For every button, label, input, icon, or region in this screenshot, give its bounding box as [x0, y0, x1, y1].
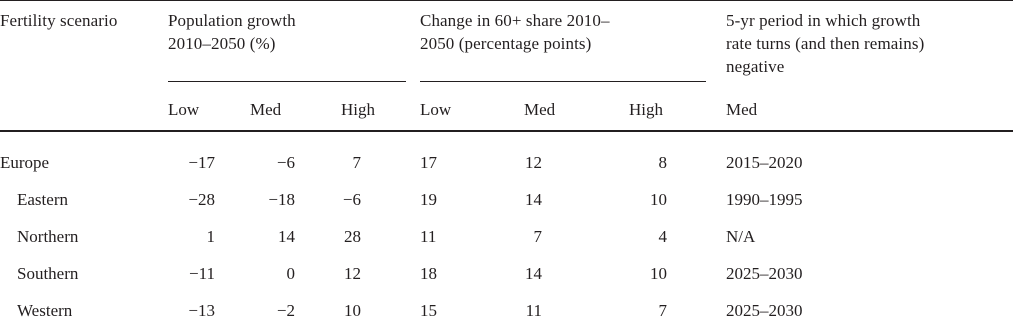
cell-period: 2015–2020: [726, 153, 803, 172]
cell-pop-high: −6: [342, 190, 361, 209]
cell-pop-low: −11: [189, 264, 215, 283]
cell-pop-high: 7: [352, 153, 361, 172]
header-period-line2: rate turns (and then remains): [726, 34, 925, 53]
header-change-60-line1: Change in 60+ share 2010–: [420, 11, 610, 30]
cell-pop-low: 1: [206, 227, 215, 246]
cell-change-high: 10: [650, 264, 667, 283]
subheader-change-med: Med: [524, 100, 556, 119]
cell-pop-med: −2: [276, 301, 295, 320]
cell-pop-high: 10: [344, 301, 361, 320]
change-60-rule: [420, 81, 706, 82]
header-pop-growth-line1: Population growth: [168, 11, 296, 30]
header-period-line3: negative: [726, 57, 785, 76]
cell-pop-high: 28: [344, 227, 361, 246]
cell-change-med: 7: [533, 227, 542, 246]
cell-change-med: 14: [525, 190, 542, 209]
cell-period: 2025–2030: [726, 264, 803, 283]
cell-change-med: 14: [525, 264, 542, 283]
cell-change-high: 10: [650, 190, 667, 209]
cell-pop-med: −6: [276, 153, 295, 172]
cell-change-low: 15: [420, 301, 437, 320]
cell-period: N/A: [726, 227, 756, 246]
cell-pop-high: 12: [344, 264, 361, 283]
subheader-change-high: High: [629, 100, 663, 119]
cell-change-low: 11: [420, 227, 437, 246]
cell-change-low: 17: [420, 153, 437, 172]
row-region: Northern: [17, 227, 79, 246]
header-fertility-scenario: Fertility scenario: [0, 11, 118, 30]
cell-pop-low: −13: [188, 301, 215, 320]
cell-period: 2025–2030: [726, 301, 803, 320]
cell-change-high: 8: [658, 153, 667, 172]
cell-pop-med: 14: [278, 227, 295, 246]
cell-pop-med: −18: [268, 190, 295, 209]
header-change-60-line2: 2050 (percentage points): [420, 34, 592, 53]
subheader-pop-low: Low: [168, 100, 200, 119]
row-region: Western: [17, 301, 73, 320]
pop-growth-rule: [168, 81, 406, 82]
header-pop-growth-line2: 2010–2050 (%): [168, 34, 276, 53]
cell-change-med: 11: [525, 301, 542, 320]
row-region: Southern: [17, 264, 79, 283]
cell-pop-low: −17: [188, 153, 215, 172]
cell-change-low: 19: [420, 190, 437, 209]
subheader-pop-high: High: [341, 100, 375, 119]
subheader-pop-med: Med: [250, 100, 282, 119]
cell-change-high: 7: [658, 301, 667, 320]
cell-pop-med: 0: [286, 264, 295, 283]
cell-change-low: 18: [420, 264, 437, 283]
top-rule: [0, 0, 1013, 1]
cell-change-high: 4: [658, 227, 667, 246]
cell-period: 1990–1995: [726, 190, 803, 209]
header-period-line1: 5-yr period in which growth: [726, 11, 921, 30]
cell-pop-low: −28: [188, 190, 215, 209]
row-region: Eastern: [17, 190, 68, 209]
subheader-period-med: Med: [726, 100, 758, 119]
subheader-change-low: Low: [420, 100, 452, 119]
cell-change-med: 12: [525, 153, 542, 172]
row-region: Europe: [0, 153, 50, 172]
header-bottom-rule: [0, 130, 1013, 132]
